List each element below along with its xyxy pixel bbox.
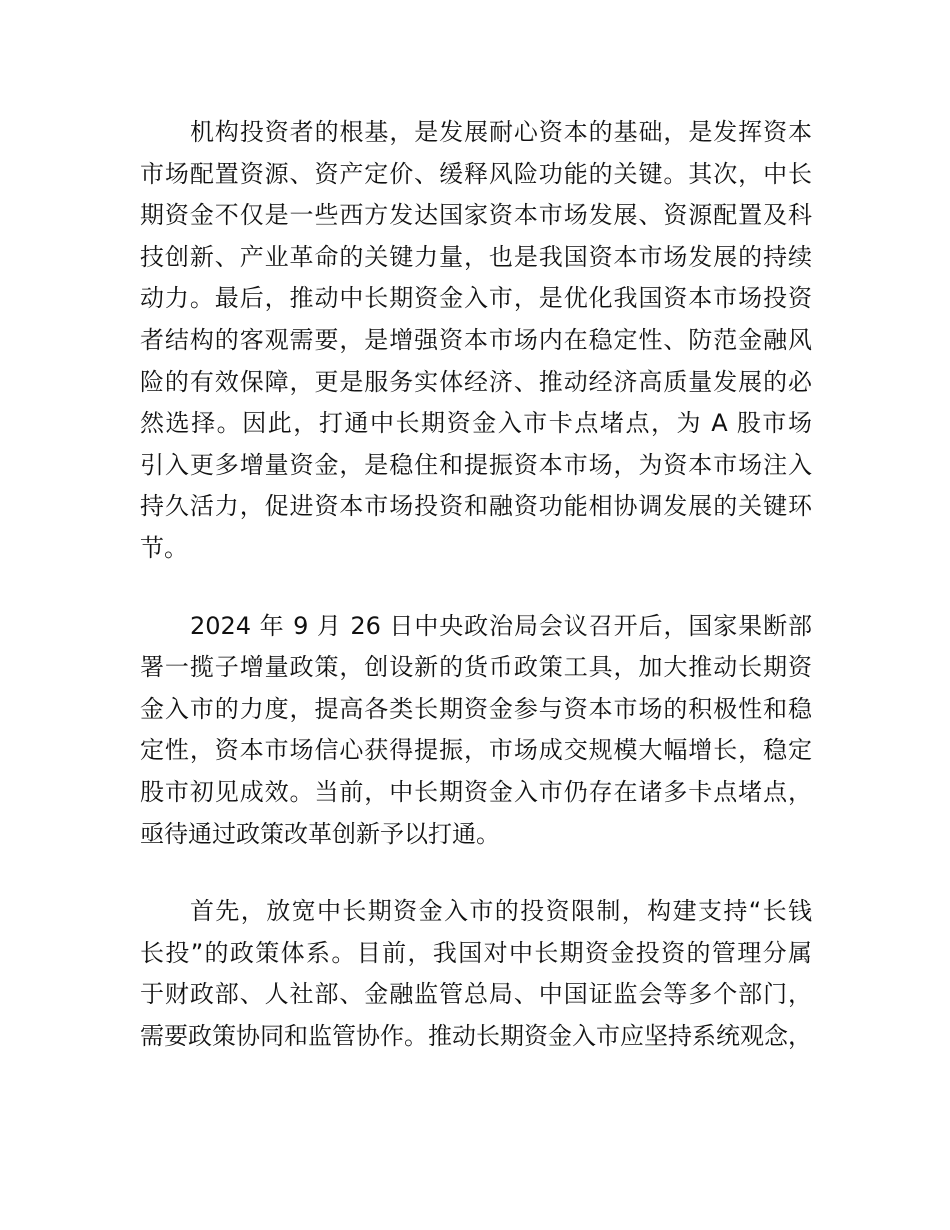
text-line: 技创新、产业革命的关键力量，也是我国资本市场发展的持续	[140, 242, 812, 271]
text-line: 金入市的力度，提高各类长期资金参与资本市场的积极性和稳	[140, 694, 812, 723]
paragraph	[140, 891, 812, 1057]
text-line: 于财政部、人社部、金融监管总局、中国证监会等多个部门，	[140, 980, 812, 1009]
text-line: 持久活力，促进资本市场投资和融资功能相协调发展的关键环	[140, 492, 812, 521]
text-line: 2024 年 9 月 26 日中央政治局会议召开后，国家果断部	[190, 611, 812, 640]
text-line: 首先，放宽中长期资金入市的投资限制，构建支持“长钱	[190, 897, 812, 926]
text-line: 署一揽子增量政策，创设新的货币政策工具，加大推动长期资	[140, 653, 812, 682]
text-line: 市场配置资源、资产定价、缓释风险功能的关键。其次，中长	[140, 159, 812, 188]
text-line: 定性，资本市场信心获得提振，市场成交规模大幅增长，稳定	[140, 736, 812, 765]
text-line: 股市初见成效。当前，中长期资金入市仍存在诸多卡点堵点，	[140, 777, 812, 806]
document-page	[140, 112, 812, 1093]
text-line: 引入更多增量资金，是稳住和提振资本市场，为资本市场注入	[140, 450, 812, 479]
text-line: 节。	[140, 533, 188, 562]
text-line: 险的有效保障，更是服务实体经济、推动经济高质量发展的必	[140, 367, 812, 396]
text-line: 长投”的政策体系。目前，我国对中长期资金投资的管理分属	[140, 938, 812, 967]
paragraph	[140, 606, 812, 856]
paragraph	[140, 112, 812, 570]
text-line: 期资金不仅是一些西方发达国家资本市场发展、资源配置及科	[140, 201, 812, 230]
text-line: 需要政策协同和监管协作。推动长期资金入市应坚持系统观念，	[140, 1021, 812, 1050]
text-line: 亟待通过政策改革创新予以打通。	[140, 819, 500, 848]
text-line: 然选择。因此，打通中长期资金入市卡点堵点，为 A 股市场	[140, 409, 812, 438]
text-line: 机构投资者的根基，是发展耐心资本的基础，是发挥资本	[190, 118, 812, 146]
text-line: 动力。最后，推动中长期资金入市，是优化我国资本市场投资	[140, 284, 812, 313]
text-line: 者结构的客观需要，是增强资本市场内在稳定性、防范金融风	[140, 325, 812, 354]
